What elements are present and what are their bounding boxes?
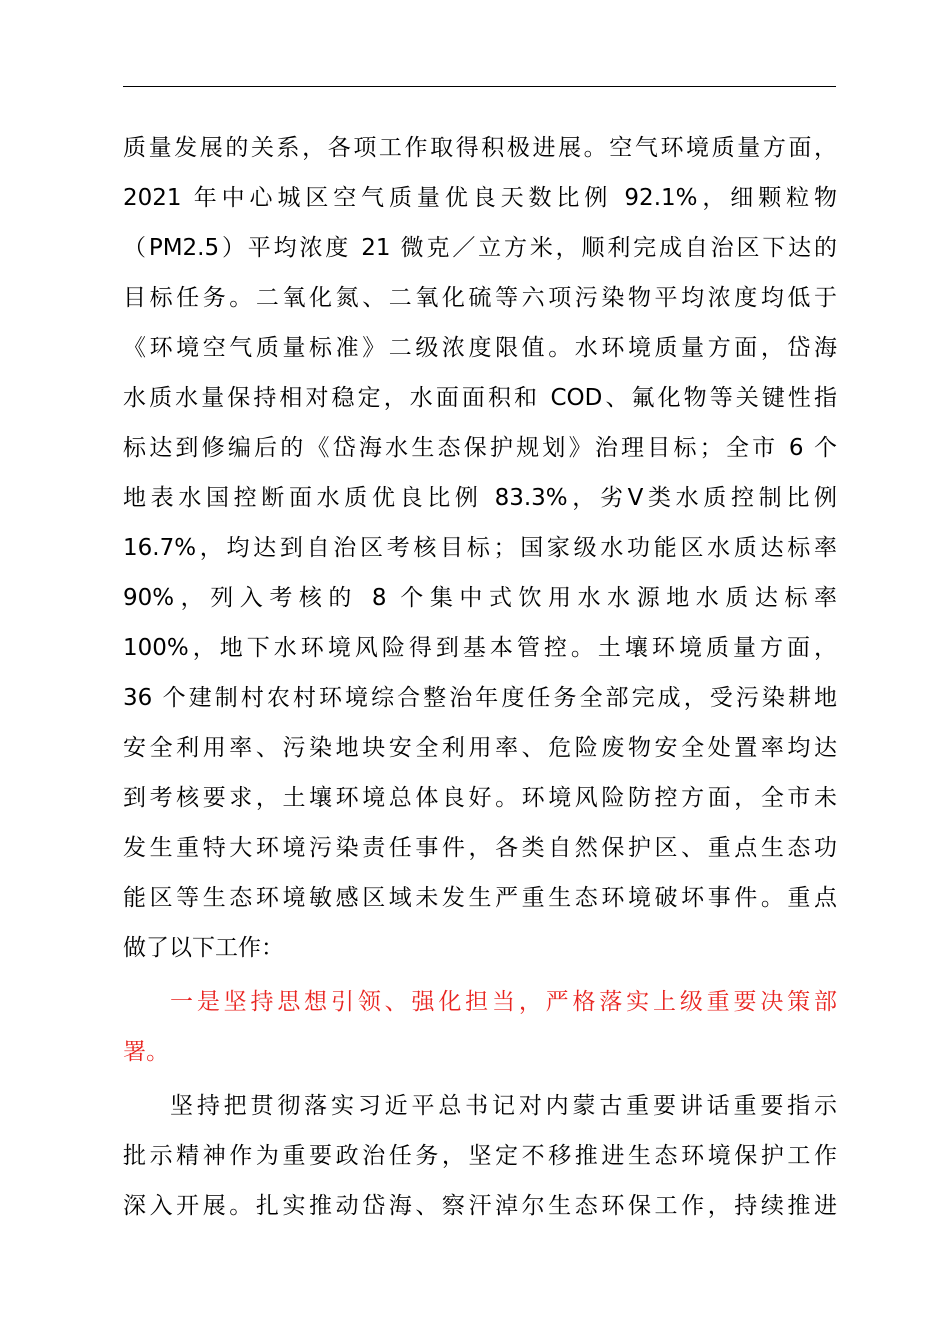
paragraph-line: （PM2.5）平均浓度 21 微克／立方米，顺利完成自治区下达的 — [123, 235, 837, 261]
paragraph-line: 做了以下工作： — [123, 935, 284, 961]
paragraph-line: 《环境空气质量标准》二级浓度限值。水环境质量方面，岱海 — [123, 335, 837, 361]
paragraph-line: 16.7%，均达到自治区考核目标；国家级水功能区水质达标率 — [123, 535, 837, 561]
header-rule — [123, 86, 836, 87]
paragraph-line: 能区等生态环境敏感区域未发生严重生态环境破坏事件。重点 — [123, 885, 837, 911]
body-paragraph — [123, 1081, 837, 1231]
paragraph-line: 到考核要求，土壤环境总体良好。环境风险防控方面，全市未 — [123, 785, 837, 811]
paragraph-line: 批示精神作为重要政治任务，坚定不移推进生态环境保护工作 — [123, 1143, 837, 1169]
paragraph-line: 质量发展的关系，各项工作取得积极进展。空气环境质量方面， — [123, 135, 837, 161]
paragraph-line: 36 个建制村农村环境综合整治年度任务全部完成，受污染耕地 — [123, 685, 837, 711]
paragraph-line: 坚持把贯彻落实习近平总书记对内蒙古重要讲话重要指示 — [170, 1093, 837, 1119]
paragraph-line: 发生重特大环境污染责任事件，各类自然保护区、重点生态功 — [123, 835, 837, 861]
paragraph-line: 标达到修编后的《岱海水生态保护规划》治理目标；全市 6 个 — [123, 435, 837, 461]
paragraph-line: 2021 年中心城区空气质量优良天数比例 92.1%，细颗粒物 — [123, 185, 837, 211]
section-heading-one — [123, 977, 837, 1077]
paragraph-line: 地表水国控断面水质优良比例 83.3%，劣Ⅴ类水质控制比例 — [123, 485, 837, 511]
heading-line: 一是坚持思想引领、强化担当，严格落实上级重要决策部 — [170, 989, 837, 1015]
paragraph-line: 深入开展。扎实推动岱海、察汗淖尔生态环保工作，持续推进 — [123, 1193, 837, 1219]
heading-line: 署。 — [123, 1039, 169, 1065]
paragraph-line: 安全利用率、污染地块安全利用率、危险废物安全处置率均达 — [123, 735, 837, 761]
paragraph-line: 水质水量保持相对稳定，水面面积和 COD、氟化物等关键性指 — [123, 385, 837, 411]
document-page — [123, 123, 837, 1231]
paragraph-line: 90%，列入考核的 8 个集中式饮用水水源地水质达标率 — [123, 585, 837, 611]
intro-paragraph — [123, 123, 837, 973]
paragraph-line: 100%，地下水环境风险得到基本管控。土壤环境质量方面， — [123, 635, 837, 661]
paragraph-line: 目标任务。二氧化氮、二氧化硫等六项污染物平均浓度均低于 — [123, 285, 837, 311]
